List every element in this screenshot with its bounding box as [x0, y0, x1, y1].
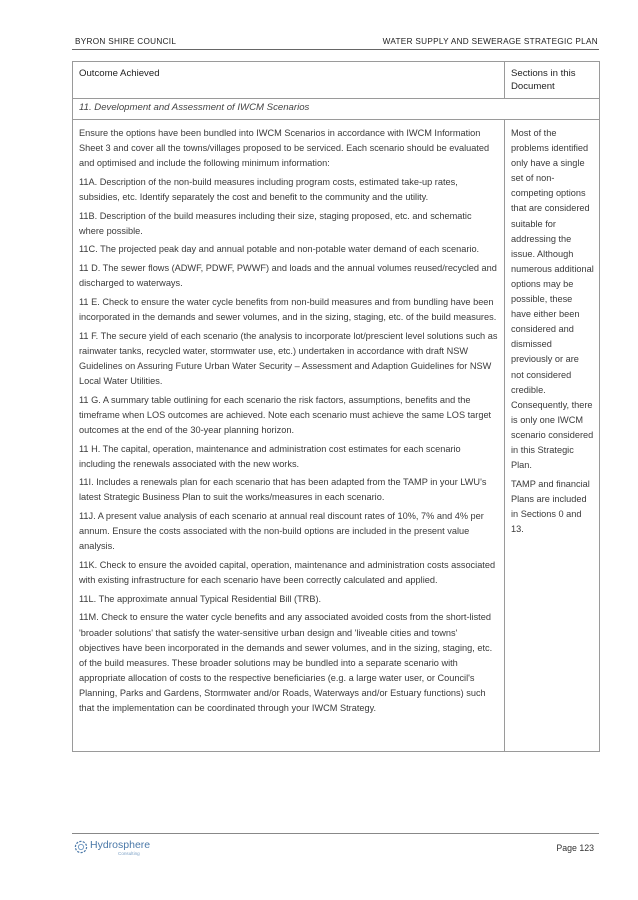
logo-subtitle: Consulting	[118, 851, 140, 856]
table-header-row	[73, 62, 600, 99]
section-title-row	[73, 99, 600, 120]
col-header-sections: Sections in this Document	[505, 62, 600, 99]
sections-cell	[505, 120, 600, 752]
page-number: Page 123	[556, 843, 594, 853]
hydrosphere-logo	[74, 840, 150, 857]
outcome-paragraph: 11J. A present value analysis of each scenario at annual real discount rates of 10%, 7% and 4% per annum. Ensure the costs associated with the non-build options are included in the present value analysis.	[79, 511, 484, 552]
outcome-paragraph: 11K. Check to ensure the avoided capital, operation, maintenance and administration costs associated with existing infrastructure for each scenario have been correctly calculated and applied.	[79, 559, 496, 586]
outcome-paragraph: 11L. The approximate annual Typical Residential Bill (TRB).	[79, 593, 322, 604]
logo-name: Hydrosphere	[90, 839, 151, 851]
section-title: 11. Development and Assessment of IWCM Scenarios	[73, 99, 600, 120]
sections-note: TAMP and financial Plans are included in Sections 0 and 13.	[511, 478, 590, 535]
col-header-outcome: Outcome Achieved	[73, 62, 505, 99]
outcome-paragraph: 11 D. The sewer flows (ADWF, PDWF, PWWF) and loads and the annual volumes reused/recycled and discharged to waterways.	[79, 263, 497, 289]
outcome-paragraph: 11C. The projected peak day and annual potable and non-potable water demand of each scenario.	[79, 244, 480, 255]
header-organisation: BYRON SHIRE COUNCIL	[75, 37, 177, 46]
table-row	[73, 120, 600, 752]
outcome-paragraph: 11 H. The capital, operation, maintenance and administration cost estimates for each scenario including the renewals associated with the new works.	[79, 443, 461, 469]
outcome-paragraph: Ensure the options have been bundled into IWCM Scenarios in accordance with IWCM Information Sheet 3 and cover all the towns/villages proposed to be serviced. Each scenario should be evaluated and optimised and include the following minimum information:	[79, 128, 490, 169]
running-header	[75, 37, 598, 46]
header-divider	[72, 49, 599, 50]
outcome-paragraph: 11 F. The secure yield of each scenario (the analysis to incorporate lot/prescient level solutions such as rainwater tanks, recycled water, stormwater use, etc.) undertaken in accordance with draft NSW Guidelines on Assuring Future Urban Water Security – Assessment and Adaption Guidelines for NSW Local Water Utilities.	[79, 330, 498, 386]
outcome-table	[72, 61, 600, 752]
footer-divider	[72, 833, 599, 834]
outcome-paragraph: 11 E. Check to ensure the water cycle benefits from non-build measures and from bundling have been incorporated in the demands and sewer volumes, and in the sizing, staging, etc. of the build measures.	[79, 296, 497, 322]
outcome-paragraph: 11I. Includes a renewals plan for each scenario that has been adapted from the TAMP in your LWU's latest Strategic Business Plan to suit the works/measures in each scenario.	[79, 477, 487, 503]
outcome-paragraph: 11 G. A summary table outlining for each scenario the risk factors, assumptions, benefits and the timeframe when LOS outcomes are achieved. Note each scenario must achieve the same LOS target outcomes at the end of the 30-year planning horizon.	[79, 394, 492, 435]
globe-icon	[74, 840, 88, 854]
outcome-paragraph: 11M. Check to ensure the water cycle benefits and any associated avoided costs from the short-listed 'broader solutions' that satisfy the water-sensitive urban design and 'liveable cities and towns' objectives have been incorporated in the demands and sewer volumes, and in the sizing, staging, etc. of the build measures. These broader solutions may be bundled into a separate scenario with appropriate allocation of costs to the respective beneficiaries (e.g. a large water user, or Council's Planning, Parks and Gardens, Stormwater and/or Roads, Waterways and/or Estuary functions) such that the implementation can be coordinated through your IWCM Strategy.	[79, 612, 493, 713]
header-document-title: WATER SUPPLY AND SEWERAGE STRATEGIC PLAN	[382, 37, 598, 46]
outcome-paragraph: 11B. Description of the build measures including their size, staging proposed, etc. and schematic where possible.	[79, 210, 472, 236]
sections-note: Most of the problems identified only have a single set of non-competing options that are considered suitable for addressing the issue. Although numerous additional options may be possible, these have either been considered and dismissed previously or are not considered credible. Consequently, there is only one IWCM scenario considered in this Strategic Plan.	[511, 128, 594, 471]
outcome-paragraph: 11A. Description of the non-build measures including program costs, estimated take-up rates, subsidies, etc. Identify separately the cost and benefit to the community and the utility.	[79, 176, 458, 202]
outcome-cell	[73, 120, 505, 752]
